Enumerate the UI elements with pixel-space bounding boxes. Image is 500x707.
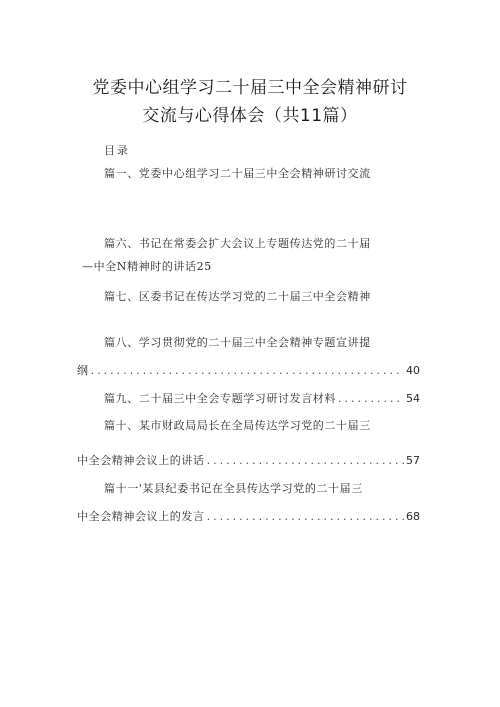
toc-leader-dots	[207, 510, 404, 523]
toc-leader-dots	[207, 454, 404, 467]
toc-entry-9-text: 篇九、二十届三中全会专题学习研讨发言材料	[104, 392, 336, 405]
document-title-line-2: 交流与心得体会（共11篇）	[142, 106, 358, 126]
toc-entry-10-text: 中全会精神会议上的讲话	[77, 454, 205, 467]
toc-page-number: 57	[406, 454, 420, 467]
toc-entry-6[interactable]: 篇六、书记在常委会扩大会议上专题传达党的二十届	[104, 237, 371, 250]
toc-entry-8-continued[interactable]	[77, 362, 420, 378]
toc-page-number: 40	[406, 364, 420, 377]
toc-entry-8[interactable]: 篇八、学习贯彻党的二十届三中全会精神专题宣讲提	[104, 336, 371, 349]
toc-heading: 目录	[104, 144, 130, 157]
toc-page-number: 68	[406, 510, 420, 523]
toc-entry-9[interactable]	[104, 390, 420, 406]
toc-leader-dots	[338, 392, 404, 405]
toc-leader-dots	[91, 364, 404, 377]
toc-entry-6-continued[interactable]: —中全N精神时的讲话25	[82, 260, 212, 273]
toc-entry-1[interactable]: 篇一、党委中心组学习二十届三中全会精神研讨交流	[104, 167, 371, 180]
toc-entry-7[interactable]: 篇七、区委书记在传达学习党的二十届三中全会精神	[104, 290, 371, 303]
toc-entry-11-text: 中全会精神会议上的发言	[77, 510, 205, 523]
document-title-line-1: 党委中心组学习二十届三中全会精神研讨	[92, 78, 408, 98]
toc-entry-11-continued[interactable]	[77, 508, 420, 524]
toc-entry-8-text: 纲	[77, 364, 89, 377]
toc-entry-10-continued[interactable]	[77, 452, 420, 468]
toc-entry-11[interactable]: 篇十一'某县纪委书记在全县传达学习党的二十届三	[104, 482, 363, 495]
toc-entry-10[interactable]: 篇十、某市财政局局长在全局传达学习党的二十届三	[104, 419, 371, 432]
toc-page-number: 54	[406, 392, 420, 405]
